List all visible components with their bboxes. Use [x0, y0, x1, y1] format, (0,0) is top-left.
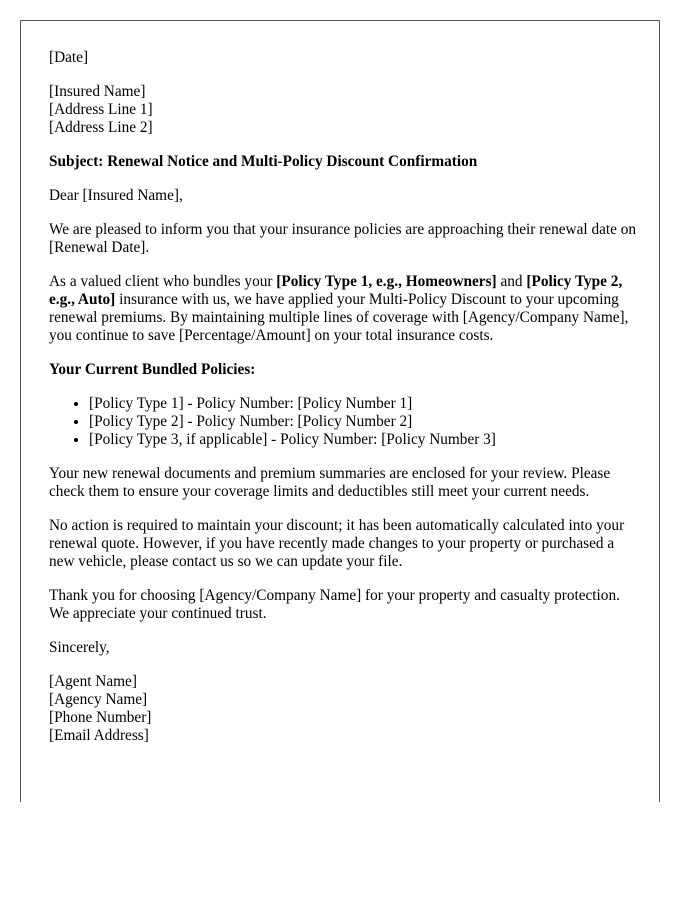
phone-number: [Phone Number]: [49, 709, 152, 726]
letter-date: [Date]: [49, 49, 89, 66]
letter-closing: Sincerely,: [49, 639, 110, 656]
paragraph-discount: [49, 273, 639, 345]
policies-heading: Your Current Bundled Policies:: [49, 361, 256, 378]
paragraph-discount-text-3: insurance with us, we have applied your Multi-Policy Discount to your upcoming renewal premiums. By maintaining multiple lines of coverage with [Agency/Company Name], you continue to save [Percentage/Amount] on your total insurance costs.: [49, 291, 629, 344]
letter-body: [49, 49, 639, 761]
policy-type-1-placeholder: [Policy Type 1, e.g., Homeowners]: [276, 273, 497, 290]
recipient-address: [49, 83, 639, 137]
agent-name: [Agent Name]: [49, 673, 137, 690]
letter-page: [20, 20, 660, 802]
paragraph-discount-text-1: As a valued client who bundles your: [49, 273, 277, 290]
paragraph-discount-text-2: and: [496, 273, 527, 290]
paragraph-thank-you: Thank you for choosing [Agency/Company Name] for your property and casualty protection. We appreciate your continued trust.: [49, 587, 620, 622]
email-address: [Email Address]: [49, 727, 149, 744]
letter-salutation: Dear [Insured Name],: [49, 187, 183, 204]
policies-list: [49, 395, 639, 449]
paragraph-renewal-date: We are pleased to inform you that your insurance policies are approaching their renewal date on [Renewal Date].: [49, 221, 637, 256]
letter-subject: Subject: Renewal Notice and Multi-Policy Discount Confirmation: [49, 153, 478, 170]
agency-name: [Agency Name]: [49, 691, 148, 708]
signature-block: [49, 673, 639, 745]
recipient-address-line-1: [Address Line 1]: [49, 101, 153, 118]
policy-list-item: • [Policy Type 1] - Policy Number: [Policy Number 1]: [89, 395, 639, 413]
policy-type-2-placeholder: [Policy Type 2, e.g., Auto]: [49, 273, 623, 308]
recipient-name: [Insured Name]: [49, 83, 146, 100]
policy-list-item: • [Policy Type 3, if applicable] - Policy Number: [Policy Number 3]: [89, 431, 639, 449]
policy-list-item: • [Policy Type 2] - Policy Number: [Policy Number 2]: [89, 413, 639, 431]
paragraph-no-action: No action is required to maintain your discount; it has been automatically calculated into your renewal quote. However, if you have recently made changes to your property or purchased a new vehicle, please contact us so we can update your file.: [49, 517, 625, 570]
paragraph-documents-enclosed: Your new renewal documents and premium summaries are enclosed for your review. Please check them to ensure your coverage limits and deductibles still meet your current needs.: [49, 465, 611, 500]
recipient-address-line-2: [Address Line 2]: [49, 119, 153, 136]
